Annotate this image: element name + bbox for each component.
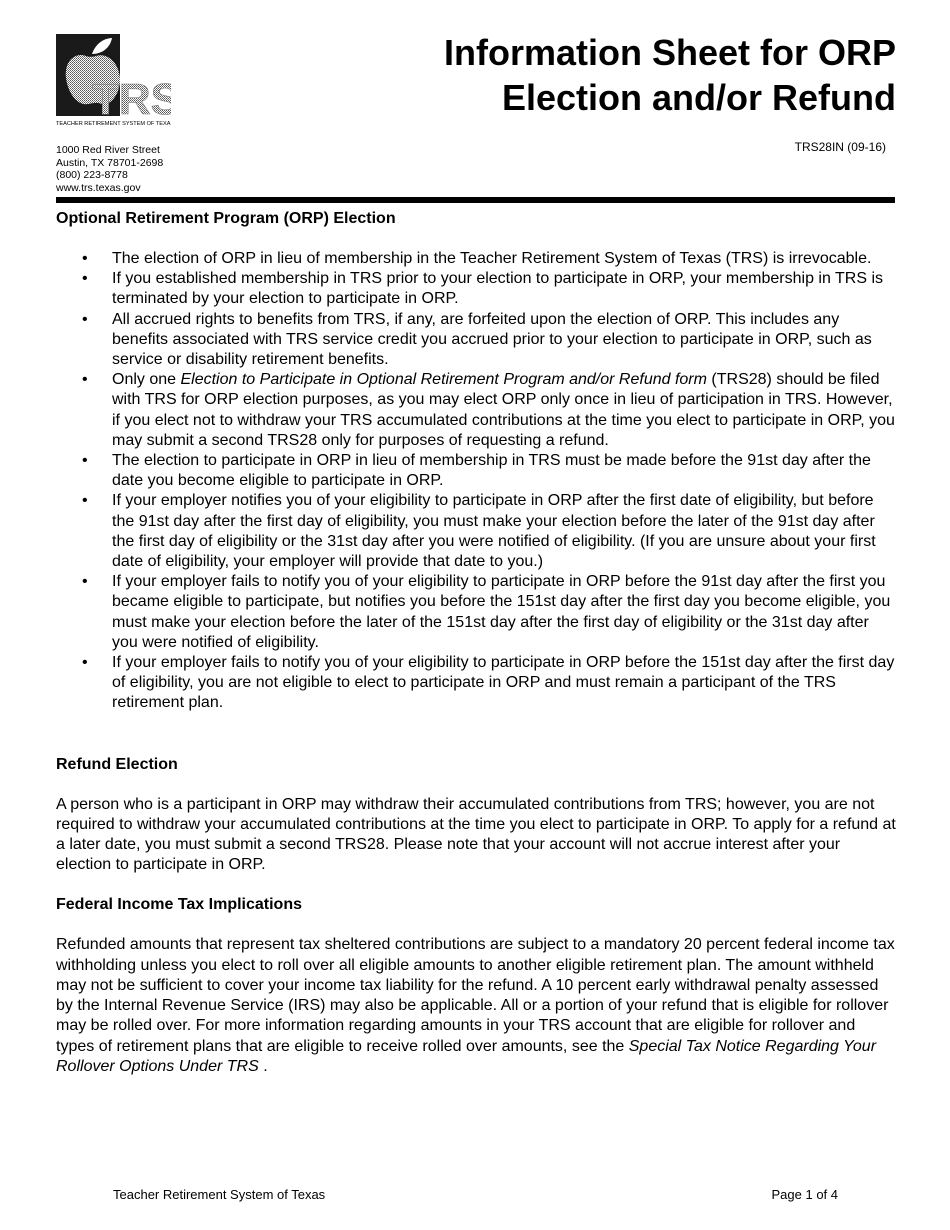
list-item: • All accrued rights to benefits from TRS, if any, are forfeited upon the election of ORP. This includes any benefits associated with TRS service credit you accrued prior to your election to participate in ORP, such as service or disability retirement benefits.	[56, 310, 896, 371]
document-body	[56, 209, 896, 1077]
list-item: • The election of ORP in lieu of membership in the Teacher Retirement System of Texas (TRS) is irrevocable.	[56, 249, 896, 269]
list-item	[56, 370, 896, 451]
bullet-text-pre: Only one	[112, 371, 181, 389]
address-phone: (800) 223-8778	[56, 169, 128, 181]
tax-heading: Federal Income Tax Implications	[56, 896, 302, 914]
address-street: 1000 Red River Street	[56, 144, 160, 156]
trs-logo	[56, 34, 171, 128]
page-number: Page 1 of 4	[771, 1187, 838, 1202]
refund-paragraph: A person who is a participant in ORP may withdraw their accumulated contributions from TRS; however, you are not required to withdraw your accumulated contributions at the time you elect to participate in ORP. To apply for a refund at a later date, you must submit a second TRS28. Please note that your account will not accrue interest after your election to participate in ORP.	[56, 795, 896, 874]
title-line-1: Information Sheet for ORP	[443, 32, 896, 73]
list-item: • If your employer fails to notify you of your eligibility to participate in ORP before the 91st day after the first you became eligible to participate, but notifies you before the 151st day after the first day you become eligible, you must make your election before the later of the 151st day after the first day of eligibility or the 31st day after you were notified of eligibility.	[56, 572, 896, 653]
form-name-italic: Election to Participate in Optional Retirement Program and/or Refund form	[180, 371, 707, 389]
tax-paragraph	[56, 935, 896, 1076]
address-block	[56, 144, 163, 194]
header-divider	[56, 197, 895, 203]
tax-text-pre: Refunded amounts that represent tax sheltered contributions are subject to a mandatory 20 percent federal income tax withholding unless you elect to roll over all eligible amounts to another eligible retirement plan. The amount withheld may not be sufficient to cover your income tax liability for the refund. A 10 percent early withdrawal penalty assessed by the Internal Revenue Service (IRS) may also be applicable. All or a portion of your refund that is eligible for rollover may be rolled over. For more information regarding amounts in your TRS account that are eligible for rollover and types of retirement plans that are eligible to receive rolled over amounts, see the	[56, 936, 895, 1055]
list-item: • If your employer notifies you of your eligibility to participate in ORP after the first date of eligibility, but before the 91st day after the first day of eligibility, you must make your election before the later of the 91st day after the first day of eligibility or the 31st day after you were notified of eligibility. (If you are unsure about your first date of eligibility, your employer will provide that date to you.)	[56, 491, 896, 572]
tax-text-post: .	[258, 1057, 268, 1075]
title-line-2: Election and/or Refund	[501, 77, 896, 118]
list-item: • The election to participate in ORP in lieu of membership in TRS must be made before the 91st day after the date you become eligible to participate in ORP.	[56, 451, 896, 491]
footer-organization: Teacher Retirement System of Texas	[113, 1187, 326, 1202]
address-website: www.trs.texas.gov	[56, 181, 141, 194]
list-item: • If you established membership in TRS prior to your election to participate in ORP, your membership in TRS is terminated by your election to participate in ORP.	[56, 269, 896, 309]
logo-subtext: TEACHER RETIREMENT SYSTEM OF TEXAS	[56, 121, 171, 127]
address-city: Austin, TX 78701-2698	[56, 156, 164, 169]
page-title	[336, 30, 896, 120]
orp-heading: Optional Retirement Program (ORP) Election	[56, 210, 396, 227]
logo-letters: TRS	[92, 75, 171, 124]
bullet-text-post: (TRS28) should be filed with TRS for ORP election purposes, as you may elect ORP only once in lieu of participation in TRS. However, if you elect not to withdraw your TRS accumulated contributions at the time you elect to participate in ORP, you may submit a second TRS28 only for purposes of requesting a refund.	[112, 371, 895, 449]
refund-heading: Refund Election	[56, 755, 178, 773]
orp-bullet-list	[56, 249, 896, 714]
form-number: TRS28IN (09-16)	[794, 140, 886, 154]
list-item: • If your employer fails to notify you of your eligibility to participate in ORP before the 151st day after the first day of eligibility, you are not eligible to elect to participate in ORP and must remain a participant of the TRS retirement plan.	[56, 653, 896, 714]
tax-notice-italic: Special Tax Notice Regarding Your Rollover Options Under TRS	[56, 1037, 877, 1075]
